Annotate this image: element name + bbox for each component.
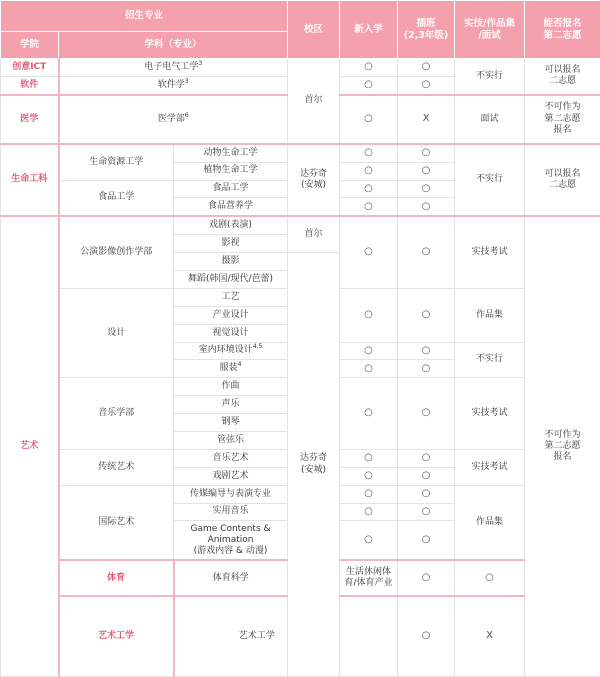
transfer-mark: ○: [398, 467, 455, 485]
major-plant: 植物生命工学: [174, 162, 288, 180]
college-arts: 艺术: [1, 216, 59, 676]
major-design: 设计: [59, 288, 174, 377]
major-electric: 电子电气工学$^3$: [59, 59, 288, 77]
freshman-mark: ○: [340, 144, 398, 162]
transfer-mark: ○: [398, 144, 455, 162]
college-software: 软件: [1, 76, 59, 94]
major-piano: 钢琴: [174, 414, 288, 432]
transfer-mark: ○: [398, 76, 455, 94]
major-music: 音乐学部: [59, 378, 174, 450]
transfer-mark: X: [455, 596, 525, 676]
college-art-eng: 艺术工学: [59, 596, 174, 676]
transfer-mark: ○: [398, 216, 455, 288]
header-college: 学院: [1, 32, 59, 59]
freshman-mark: ○: [340, 360, 398, 378]
freshman-mark: ○: [340, 485, 398, 503]
exam-interview: 面试: [455, 95, 525, 144]
major-leisure-sports: 生活休闲体育/体育产业: [340, 560, 398, 596]
header-campus: 校区: [288, 1, 340, 59]
major-game-contents: Game Contents & Animation (游戏内容 & 动漫): [174, 521, 288, 561]
freshman-mark: ○: [340, 342, 398, 360]
transfer-mark: ○: [398, 360, 455, 378]
major-art-eng: 艺术工学: [174, 596, 340, 676]
exam-none: 不实行: [455, 59, 525, 95]
major-photo: 摄影: [174, 253, 288, 271]
college-life: 生命工科: [1, 144, 59, 217]
major-traditional: 传统艺术: [59, 449, 174, 485]
exam-portfolio: 作品集: [455, 485, 525, 560]
freshman-mark: ○: [340, 76, 398, 94]
transfer-mark: ○: [398, 503, 455, 521]
transfer-mark: X: [398, 95, 455, 144]
major-dance: 舞蹈(韩国/现代/芭蕾): [174, 271, 288, 289]
major-industrial: 产业设计: [174, 306, 288, 324]
transfer-mark: ○: [398, 485, 455, 503]
transfer-mark: ○: [398, 198, 455, 216]
major-trad-drama: 戏剧艺术: [174, 467, 288, 485]
transfer-mark: ○: [398, 59, 455, 77]
transfer-mark: ○: [398, 449, 455, 467]
transfer-mark: ○: [398, 180, 455, 198]
transfer-mark: ○: [398, 378, 455, 450]
major-vocal: 声乐: [174, 396, 288, 414]
freshman-mark: ○: [340, 59, 398, 77]
major-visual: 视觉设计: [174, 324, 288, 342]
freshman-mark: ○: [398, 560, 455, 596]
major-practical-music: 实用音乐: [174, 503, 288, 521]
major-food-eng: 食品工学: [59, 180, 174, 216]
second-can: 可以报名 二志愿: [525, 59, 600, 95]
second-can: 可以报名 二志愿: [525, 144, 600, 217]
campus-cheonan: 达芬奇 (安城): [288, 253, 340, 677]
freshman-mark: ○: [340, 162, 398, 180]
campus-seoul: 首尔: [288, 59, 340, 144]
freshman-mark: ○: [340, 449, 398, 467]
exam-practical: 实技考试: [455, 449, 525, 485]
exam-portfolio: 作品集: [455, 288, 525, 342]
header-recruit: 招生专业: [1, 1, 288, 32]
major-fashion: 服装$^4$: [174, 360, 288, 378]
second-cannot: 不可作为 第二志愿 报名: [525, 216, 600, 676]
major-film: 影视: [174, 235, 288, 253]
major-food-eng-sub: 食品工学: [174, 180, 288, 198]
transfer-mark: ○: [398, 521, 455, 561]
campus-seoul: 首尔: [288, 216, 340, 252]
major-interior: 室内环境设计$^{4,5}$: [174, 342, 288, 360]
freshman-mark: ○: [340, 198, 398, 216]
freshman-mark: ○: [340, 216, 398, 288]
major-trad-music: 音乐艺术: [174, 449, 288, 467]
major-sports-science: 体育科学: [174, 560, 288, 596]
second-cannot: 不可作为 第二志愿 报名: [525, 95, 600, 144]
major-international: 国际艺术: [59, 485, 174, 560]
freshman-mark: ○: [340, 503, 398, 521]
major-craft: 工艺: [174, 288, 288, 306]
freshman-mark: ○: [340, 180, 398, 198]
major-performing: 公演影像创作学部: [59, 216, 174, 288]
freshman-mark: ○: [340, 378, 398, 450]
major-animal: 动物生命工学: [174, 144, 288, 162]
campus-cheonan: 达芬奇 (安城): [288, 144, 340, 217]
transfer-mark: ○: [398, 162, 455, 180]
freshman-mark: ○: [340, 521, 398, 561]
college-ict: 创意ICT: [1, 59, 59, 77]
header-major: 学科（专业）: [59, 32, 288, 59]
major-media-direction: 传媒编导与表演专业: [174, 485, 288, 503]
major-bio-resource: 生命资源工学: [59, 144, 174, 180]
major-orchestra: 管弦乐: [174, 432, 288, 450]
major-drama: 戏剧(表演): [174, 216, 288, 234]
college-medicine: 医学: [1, 95, 59, 144]
exam-none: 不实行: [455, 342, 525, 378]
exam-none: 不实行: [455, 144, 525, 217]
campus-empty: [340, 596, 398, 676]
freshman-mark: ○: [398, 596, 455, 676]
freshman-mark: ○: [340, 288, 398, 342]
major-composition: 作曲: [174, 378, 288, 396]
major-medicine: 医学部$^6$: [59, 95, 288, 144]
transfer-mark: ○: [398, 342, 455, 360]
exam-practical: 实技考试: [455, 216, 525, 288]
transfer-mark: ○: [455, 560, 525, 596]
freshman-mark: ○: [340, 95, 398, 144]
exam-practical: 实技考试: [455, 378, 525, 450]
major-food-nutrition: 食品营养学: [174, 198, 288, 216]
college-sports: 体育: [59, 560, 174, 596]
header-transfer: 插班 (2,3年级): [398, 1, 455, 59]
header-second-choice: 能否报名 第二志愿: [525, 1, 600, 59]
freshman-mark: ○: [340, 467, 398, 485]
major-software: 软件学$^3$: [59, 76, 288, 94]
header-exam: 实技/作品集 /面试: [455, 1, 525, 59]
transfer-mark: ○: [398, 288, 455, 342]
header-freshman: 新入学: [340, 1, 398, 59]
